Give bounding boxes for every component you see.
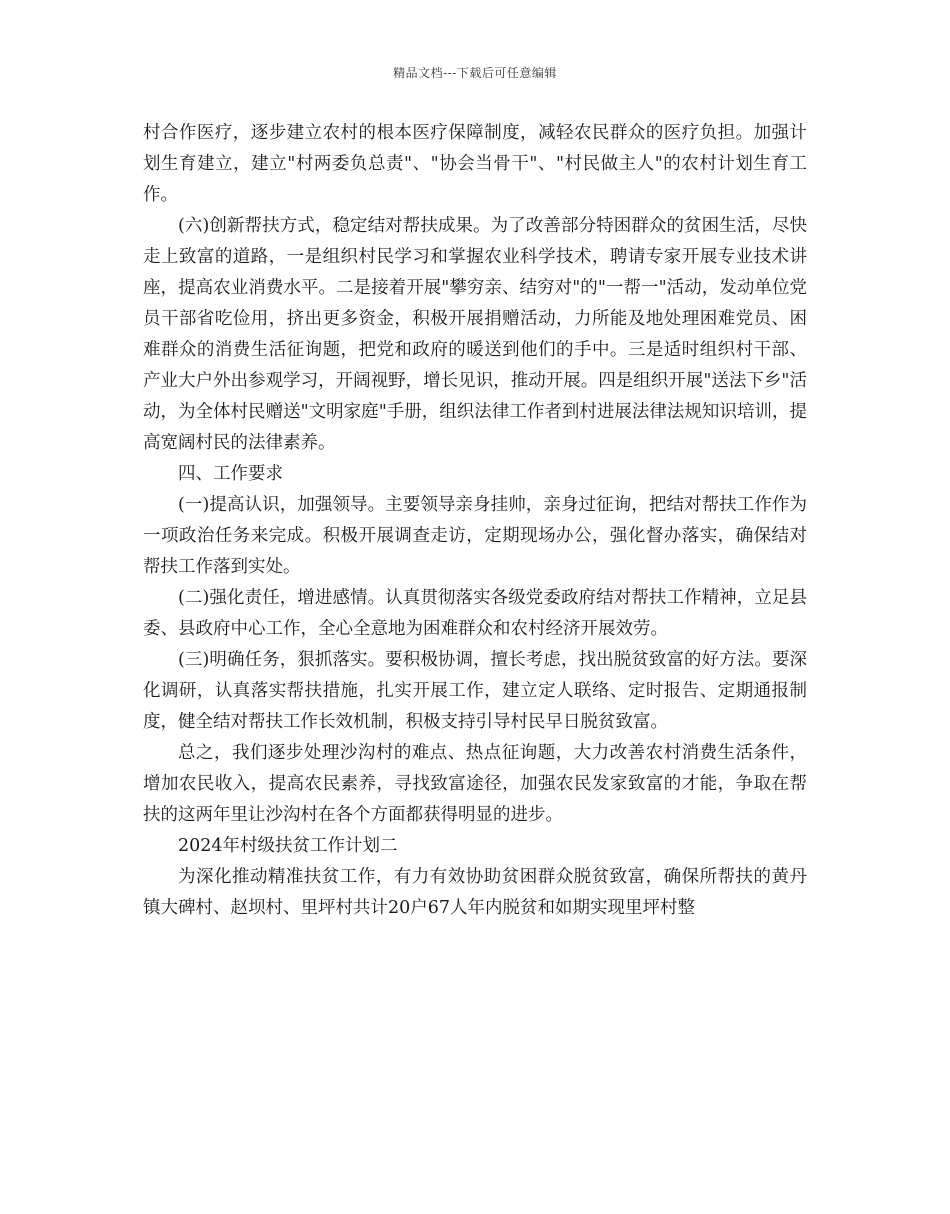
page-header: 精品文档---下载后可任意编辑 [393, 66, 557, 80]
paragraph-summary: 总之，我们逐步处理沙沟村的难点、热点征询题，大力改善农村消费生活条件，增加农民收入，提高农民素养，寻找致富途径，加强农民发家致富的才能，争取在帮扶的这两年里让沙沟村在各个方面都获得明显的进步。 [143, 743, 807, 825]
section-heading-work-requirements: 四、工作要求 [178, 464, 283, 484]
paragraph-requirement-1: (一)提高认识，加强领导。主要领导亲身挂帅，亲身过征询，把结对帮扶工作作为一项政治任务来完成。积极开展调查走访，定期现场办公，强化督办落实，确保结对帮扶工作落到实处。 [143, 495, 807, 577]
paragraph-requirement-3: (三)明确任务，狠抓落实。要积极协调，擅长考虑，找出脱贫致富的好方法。要深化调研，认真落实帮扶措施，扎实开展工作，建立定人联络、定时报告、定期通报制度，健全结对帮扶工作长效机制，积极支持引导村民早日脱贫致富。 [143, 650, 807, 732]
paragraph-requirement-2: (二)强化责任，增进感情。认真贯彻落实各级党委政府结对帮扶工作精神，立足县委、县政府中心工作，全心全意地为困难群众和农村经济开展效劳。 [143, 588, 807, 639]
document-subtitle: 2024年村级扶贫工作计划二 [178, 836, 398, 856]
paragraph-innovate-assistance: (六)创新帮扶方式，稳定结对帮扶成果。为了改善部分特困群众的贫困生活，尽快走上致富的道路，一是组织村民学习和掌握农业科学技术，聘请专家开展专业技术讲座，提高农业消费水平。二是接着开展"攀穷亲、结穷对"的"一帮一"活动，发动单位党员干部省吃俭用，挤出更多资金，积极开展捐赠活动，力所能及地处理困难党员、困难群众的消费生活征询题，把党和政府的暖送到他们的手中。三是适时组织村干部、产业大户外出参观学习，开阔视野，增长见识，推动开展。四是组织开展"送法下乡"活动，为全体村民赠送"文明家庭"手册，组织法律工作者到村进展法律法规知识培训，提高宽阔村民的法律素养。 [143, 216, 807, 453]
paragraph-continuation: 村合作医疗，逐步建立农村的根本医疗保障制度，减轻农民群众的医疗负担。加强计划生育建立，建立"村两委负总责"、"协会当骨干"、"村民做主人"的农村计划生育工作。 [143, 123, 807, 205]
document-body [143, 118, 807, 924]
paragraph-plan-intro: 为深化推动精准扶贫工作，有力有效协助贫困群众脱贫致富，确保所帮扶的黄丹镇大碑村、赵坝村、里坪村共计20户67人年内脱贫和如期实现里坪村整 [143, 867, 807, 918]
